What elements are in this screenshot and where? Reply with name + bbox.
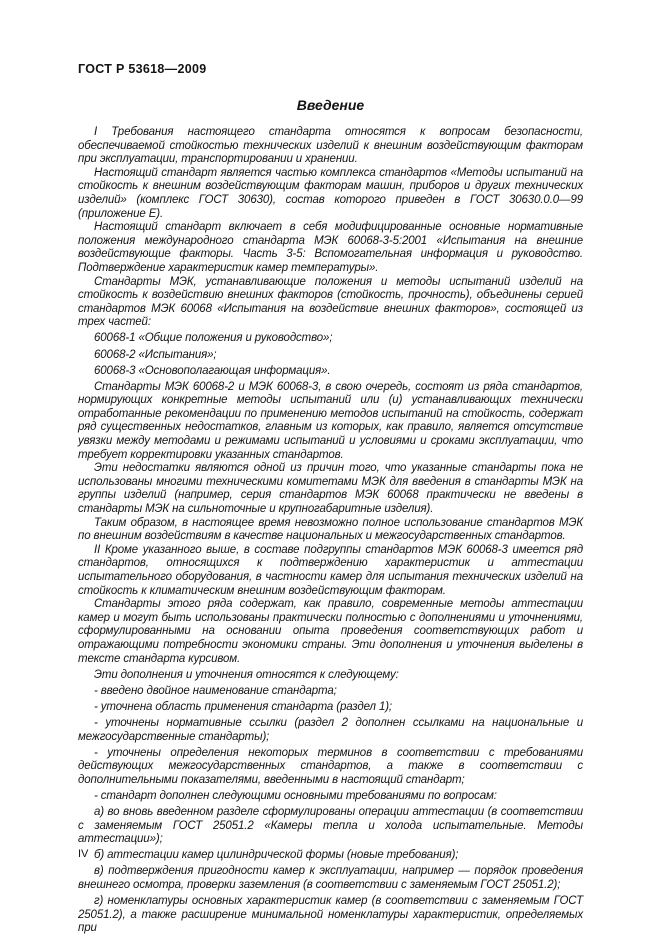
list-item: а) во вновь введенном разделе сформулированы операции аттестации (в соответствии с заменяемым ГОСТ 25051.2 «Камеры тепла и холода испытательные. Методы аттестации»); [78, 806, 583, 846]
list-item: - уточнены определения некоторых терминов в соответствии с требованиями действующих межгосударственных стандартов, а также в соответствии с дополнительными показателями, введенными в настоящий стандарт; [78, 746, 583, 786]
paragraph: Настоящий стандарт включает в себя модифицированные основные нормативные положения международного стандарта МЭК 60068-3-5:2001 «Испытания на внешние воздействующие факторы. Часть 3-5: Вспомогательная информация и руководство. Подтверждение характеристик камер температуры». [78, 221, 583, 274]
paragraph: Стандарты МЭК, устанавливающие положения и методы испытаний изделий на стойкость к воздействию внешних факторов (стойкость, прочность), объединены серией стандартов МЭК 60068 «Испытания на воздействие внешних факторов», состоящей из трех частей: [78, 275, 583, 329]
list-item: г) номенклатуры основных характеристик камер (в соответствии с заменяемым ГОСТ 25051.2), а также расширение минимальной номенклатуры характеристик, определяемых при [78, 895, 583, 935]
document-header: ГОСТ Р 53618—2009 [78, 62, 207, 76]
document-body [78, 126, 583, 936]
paragraph: II Кроме указанного выше, в составе подгруппы стандартов МЭК 60068-3 имеется ряд стандартов, относящихся к подтверждению характеристик и аттестации испытательного оборудования, в частности камер для испытания технических изделий на стойкость к климатическим внешним воздействующим факторам. [78, 543, 583, 597]
list-item: в) подтверждения пригодности камер к эксплуатации, например — порядок проведения внешнего осмотра, проверки заземления (в соответствии с заменяемым ГОСТ 25051.2); [78, 865, 583, 891]
paragraph: Эти дополнения и уточнения относятся к следующему: [94, 668, 399, 681]
list-item: - стандарт дополнен следующими основными требованиями по вопросам: [94, 789, 497, 802]
list-item: 60068-1 «Общие положения и руководство»; [94, 332, 333, 345]
list-item: - введено двойное наименование стандарта; [94, 684, 337, 697]
list-item: - уточнены нормативные ссылки (раздел 2 дополнен ссылками на национальные и межгосударственные стандарты); [78, 716, 583, 743]
paragraph: I Требования настоящего стандарта относятся к вопросам безопасности, обеспечиваемой стойкостью технических изделий к внешним воздействующим факторам при эксплуатации, транспортировании и хранении. [78, 126, 583, 166]
paragraph: Таким образом, в настоящее время невозможно полное использование стандартов МЭК по внешним воздействиям в качестве национальных и межгосударственных стандартов. [78, 516, 583, 543]
paragraph: Стандарты этого ряда содержат, как правило, современные методы аттестации камер и могут быть использованы практически полностью с дополнениями и уточнениями, сформулированными на основании опыта проведения соответствующих работ и отражающими потребности экономики страны. Эти дополнения и уточнения выделены в тексте стандарта курсивом. [78, 598, 583, 665]
list-item: б) аттестации камер цилиндрической формы (новые требования); [94, 849, 459, 862]
page-title: Введение [296, 97, 365, 113]
list-item: 60068-2 «Испытания»; [94, 348, 217, 361]
list-item: 60068-3 «Основополагающая информация». [94, 364, 331, 377]
page-number: IV [78, 848, 89, 860]
paragraph: Эти недостатки являются одной из причин того, что указанные стандарты пока не использованы многими техническими комитетами МЭК для введения в стандарты МЭК на группы изделий (например, серия стандартов МЭК 60068 практически не введены в стандарты МЭК на сильноточные и крупногабаритные изделия). [78, 462, 583, 516]
list-item: - уточнена область применения стандарта (раздел 1); [94, 700, 393, 713]
paragraph: Настоящий стандарт является частью комплекса стандартов «Методы испытаний на стойкость к внешним воздействующим факторам машин, приборов и других технических изделий» (комплекс ГОСТ 30630), состав которого приведен в ГОСТ 30630.0.0—99 (приложение Е). [78, 166, 583, 220]
paragraph: Стандарты МЭК 60068-2 и МЭК 60068-3, в свою очередь, состоят из ряда стандартов, нормирующих конкретные методы испытаний или (и) устанавливающих технически отработанные рекомендации по применению методов испытаний на стойкость, содержат ряд существенных недостатков, главным из которых, как правило, является отсутствие увязки между методами и режимами испытаний и условиями и сроками эксплуатации, что требует корректировки указанных стандартов. [78, 380, 583, 461]
